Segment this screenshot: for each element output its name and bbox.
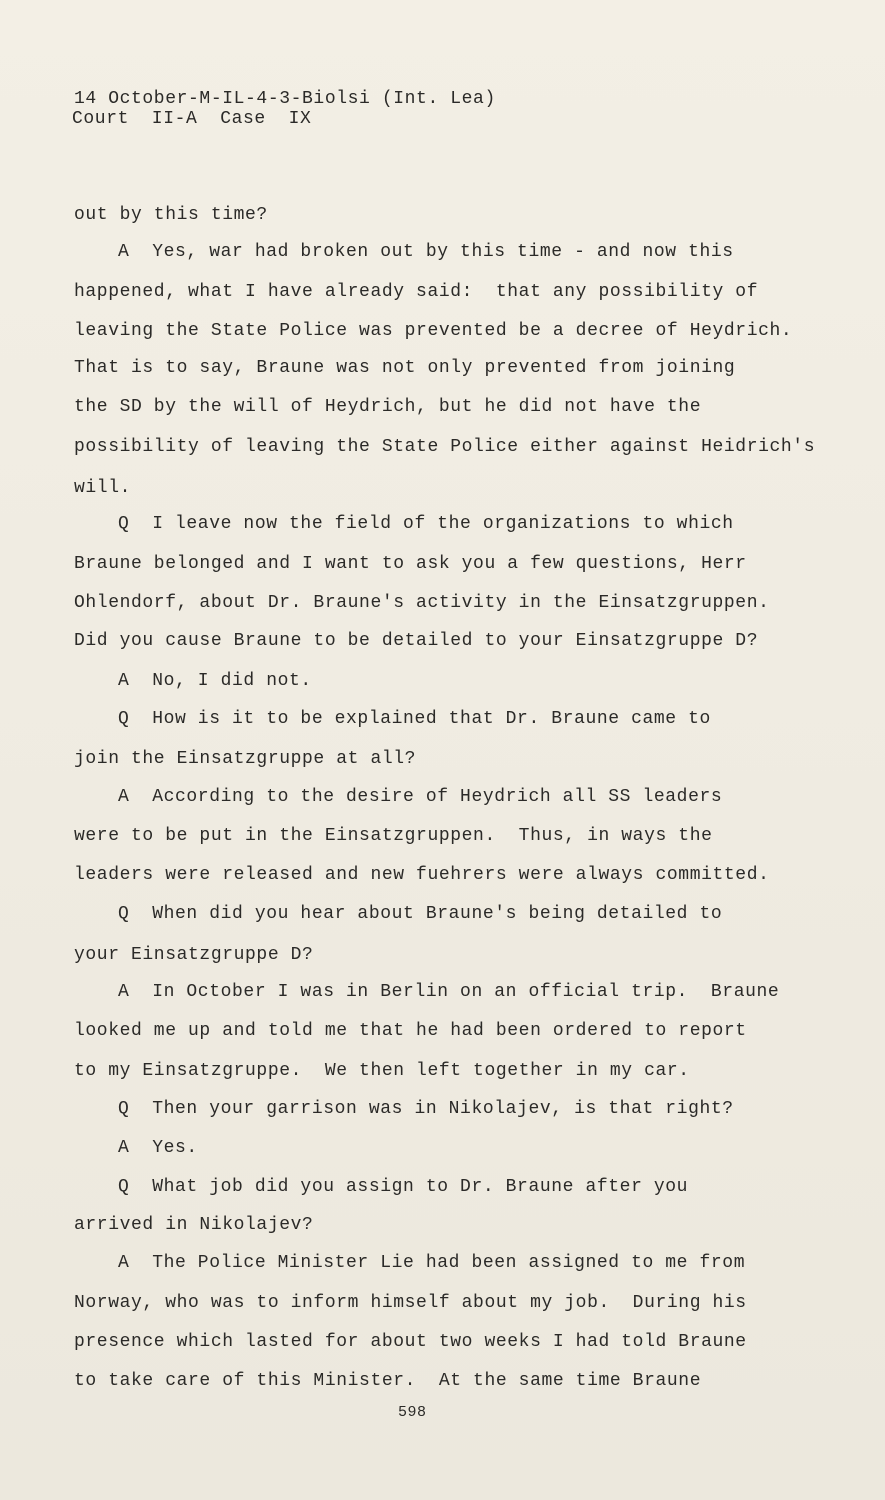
body-line: out by this time? <box>74 205 268 225</box>
body-line: Q When did you hear about Braune's being detailed to <box>118 904 723 924</box>
body-line: arrived in Nikolajev? <box>74 1215 314 1235</box>
header-line-1: 14 October-M-IL-4-3-Biolsi (Int. Lea) <box>74 89 496 109</box>
body-line: your Einsatzgruppe D? <box>74 945 314 965</box>
body-line: A The Police Minister Lie had been assigned to me from <box>118 1253 746 1273</box>
body-line: will. <box>74 478 132 498</box>
body-line: to take care of this Minister. At the same time Braune <box>74 1371 702 1391</box>
body-line: happened, what I have already said: that any possibility of <box>74 282 759 302</box>
body-line: A In October I was in Berlin on an official trip. Braune <box>118 982 780 1002</box>
body-line: were to be put in the Einsatzgruppen. Thus, in ways the <box>74 826 713 846</box>
body-line: Braune belonged and I want to ask you a few questions, Herr <box>74 554 747 574</box>
body-line: the SD by the will of Heydrich, but he did not have the <box>74 397 702 417</box>
body-line: A Yes. <box>118 1138 198 1158</box>
body-line: Did you cause Braune to be detailed to your Einsatzgruppe D? <box>74 631 759 651</box>
body-line: leaders were released and new fuehrers were always committed. <box>74 865 770 885</box>
body-line: to my Einsatzgruppe. We then left together in my car. <box>74 1061 690 1081</box>
body-line: Q Then your garrison was in Nikolajev, is that right? <box>118 1099 734 1119</box>
body-line: possibility of leaving the State Police either against Heidrich's <box>74 437 816 457</box>
body-line: Q I leave now the field of the organizations to which <box>118 514 734 534</box>
body-line: Q How is it to be explained that Dr. Braune came to <box>118 709 711 729</box>
header-line-2: Court II-A Case IX <box>72 109 312 129</box>
body-line: looked me up and told me that he had been ordered to report <box>74 1021 747 1041</box>
body-line: leaving the State Police was prevented be a decree of Heydrich. <box>74 321 793 341</box>
body-line: A Yes, war had broken out by this time - and now this <box>118 242 734 262</box>
body-line: A According to the desire of Heydrich all SS leaders <box>118 787 723 807</box>
body-line: Q What job did you assign to Dr. Braune after you <box>118 1177 689 1197</box>
body-line: Ohlendorf, about Dr. Braune's activity in the Einsatzgruppen. <box>74 593 770 613</box>
body-line: join the Einsatzgruppe at all? <box>74 749 417 769</box>
body-line: That is to say, Braune was not only prevented from joining <box>74 358 736 378</box>
body-line: A No, I did not. <box>118 671 312 691</box>
body-line: presence which lasted for about two weeks I had told Braune <box>74 1332 747 1352</box>
page-number: 598 <box>398 1404 427 1421</box>
body-line: Norway, who was to inform himself about my job. During his <box>74 1293 747 1313</box>
